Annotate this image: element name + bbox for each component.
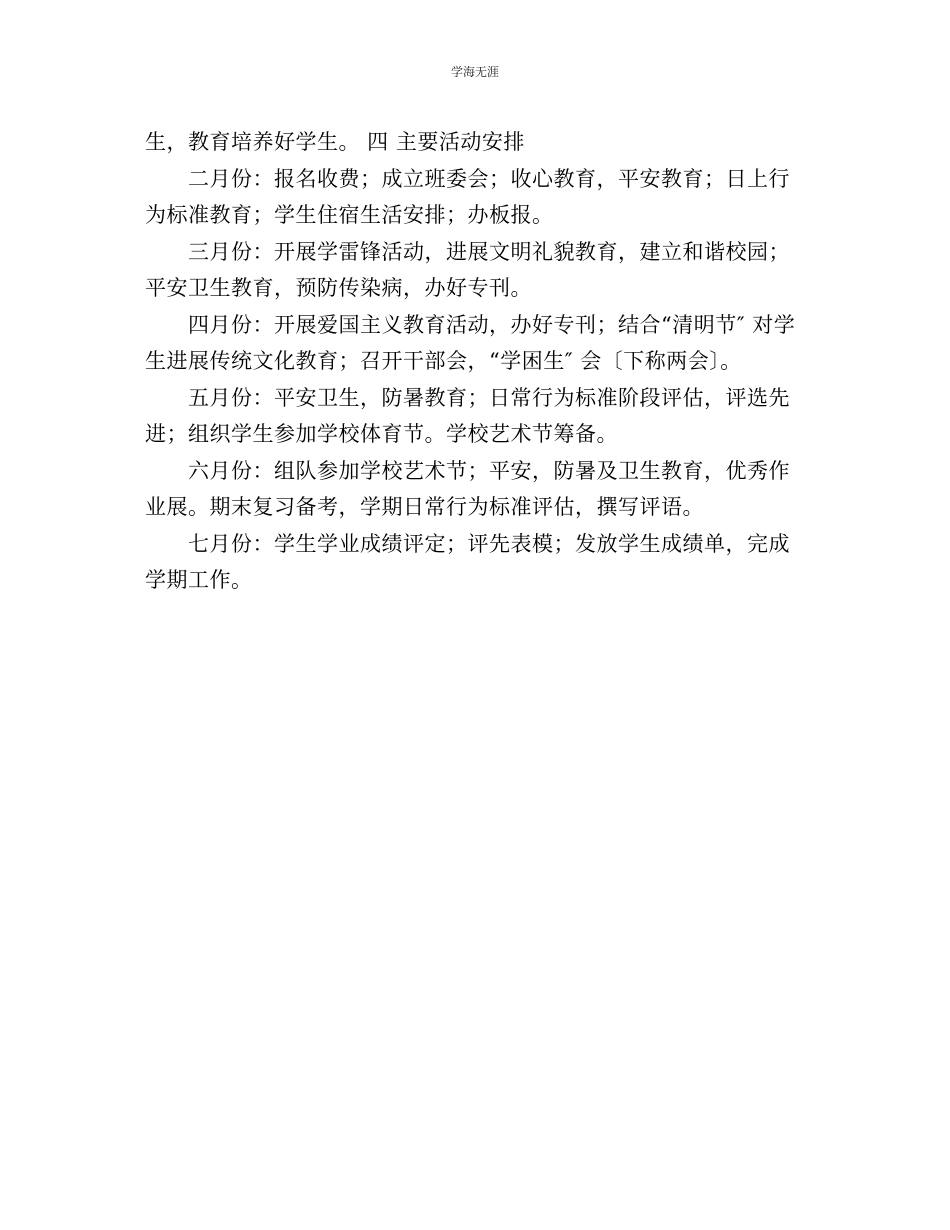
text-line: 五月份：平安卫生，防暑教育；日常行为标准阶段评估，评选先 bbox=[188, 385, 790, 410]
text-line: 六月份：组队参加学校艺术节；平安，防暑及卫生教育，优秀作 bbox=[188, 458, 790, 483]
text-line: 三月份：开展学雷锋活动，进展文明礼貌教育，建立和谐校园； bbox=[188, 239, 790, 264]
text-line: 进；组织学生参加学校体育节。学校艺术节筹备。 bbox=[145, 422, 618, 446]
text-line: 平安卫生教育，预防传染病，办好专刊。 bbox=[145, 276, 532, 300]
text-line: 生进展传统文化教育；召开干部会，“学困生″ 会〔下称两会〕。 bbox=[145, 349, 742, 373]
text-line: 七月份：学生学业成绩评定；评先表模；发放学生成绩单，完成 bbox=[188, 531, 790, 556]
text-line: 业展。期末复习备考，学期日常行为标准评估，撰写评语。 bbox=[145, 495, 704, 519]
text-line: 生，教育培养好学生。 四 主要活动安排 bbox=[145, 130, 525, 154]
page-header: 学海无涯 bbox=[450, 65, 499, 79]
text-line: 学期工作。 bbox=[145, 568, 253, 592]
text-line: 二月份：报名收费；成立班委会；收心教育，平安教育；日上行 bbox=[188, 166, 790, 191]
text-line: 为标准教育；学生住宿生活安排；办板报。 bbox=[145, 203, 554, 227]
text-line: 四月份：开展爱国主义教育活动，办好专刊；结合“清明节″ 对学 bbox=[188, 312, 796, 337]
document-body bbox=[145, 124, 810, 599]
